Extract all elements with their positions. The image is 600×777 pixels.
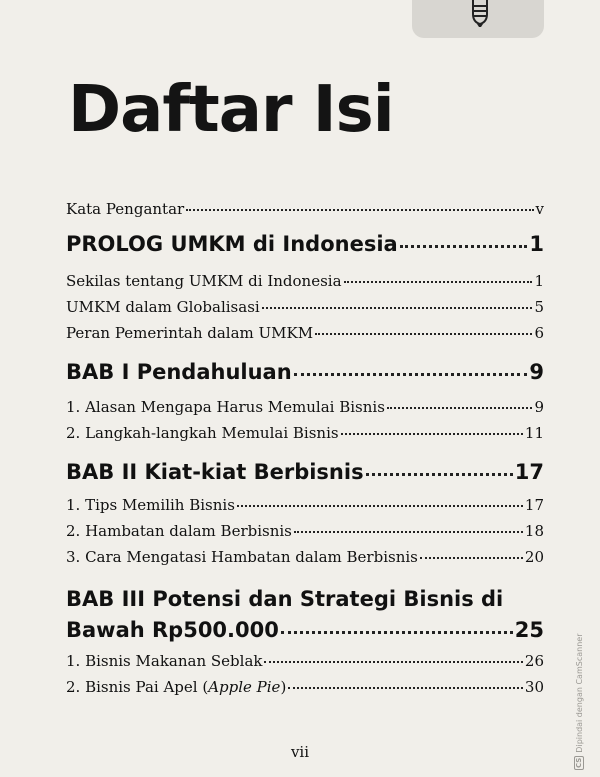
toc-entry-label: 3. Cara Mengatasi Hambatan dalam Berbisnis bbox=[66, 548, 418, 566]
toc-entry-label: 2. Hambatan dalam Berbisnis bbox=[66, 522, 292, 540]
toc-heading-page: 9 bbox=[529, 360, 544, 384]
toc-entry-page: 6 bbox=[534, 324, 544, 342]
toc-heading-bab-1[interactable] bbox=[66, 360, 544, 384]
dot-leader bbox=[186, 209, 533, 211]
toc-entry-sekilas[interactable] bbox=[66, 272, 544, 290]
toc-entry-seblak[interactable] bbox=[66, 652, 544, 670]
watermark-text: Dipindai dengan CamScanner bbox=[574, 633, 584, 753]
toc-entry-label: Sekilas tentang UMKM di Indonesia bbox=[66, 272, 342, 290]
toc-entry-page: 9 bbox=[534, 398, 544, 416]
toc-entry-page: 30 bbox=[524, 678, 544, 696]
dot-leader bbox=[344, 281, 533, 283]
toc-entry-page: 11 bbox=[524, 424, 544, 442]
dot-leader bbox=[294, 531, 523, 533]
page-title: Daftar Isi bbox=[68, 73, 394, 147]
toc-entry-label: Kata Pengantar bbox=[66, 200, 185, 218]
toc-entry-pai-apel[interactable] bbox=[66, 678, 544, 696]
toc-entry-label: 1. Bisnis Makanan Seblak bbox=[66, 652, 263, 670]
dot-leader bbox=[294, 373, 528, 376]
toc-entry-label: UMKM dalam Globalisasi bbox=[66, 298, 260, 316]
dot-leader bbox=[237, 505, 523, 507]
toc-entry-label: Peran Pemerintah dalam UMKM bbox=[66, 324, 314, 342]
toc-heading-bab-3[interactable] bbox=[66, 618, 544, 642]
toc-entry-label: 2. Langkah-langkah Memulai Bisnis bbox=[66, 424, 339, 442]
toc-entry-alasan[interactable] bbox=[66, 398, 544, 416]
toc-heading-label: Bawah Rp500.000 bbox=[66, 618, 279, 642]
toc-entry-label bbox=[66, 678, 286, 696]
dot-leader bbox=[341, 433, 523, 435]
toc-entry-page: 1 bbox=[534, 272, 544, 290]
toc-entry-page: 18 bbox=[524, 522, 544, 540]
toc-heading-bab-3-line1[interactable]: BAB III Potensi dan Strategi Bisnis di bbox=[66, 587, 504, 611]
toc-entry-page: v bbox=[535, 200, 544, 218]
toc-entry-label: 1. Alasan Mengapa Harus Memulai Bisnis bbox=[66, 398, 385, 416]
scanner-watermark bbox=[574, 634, 584, 771]
toc-entry-globalisasi[interactable] bbox=[66, 298, 544, 316]
dot-leader bbox=[264, 661, 522, 663]
dot-leader bbox=[400, 245, 528, 248]
toc-entry-kata-pengantar[interactable] bbox=[66, 200, 544, 218]
toc-entry-tips[interactable] bbox=[66, 496, 544, 514]
toc-heading-page: 17 bbox=[514, 460, 544, 484]
toc-entry-label: 1. Tips Memilih Bisnis bbox=[66, 496, 235, 514]
toc-entry-langkah[interactable] bbox=[66, 424, 544, 442]
toc-entry-page: 17 bbox=[524, 496, 544, 514]
dot-leader bbox=[315, 333, 532, 335]
toc-entry-hambatan[interactable] bbox=[66, 522, 544, 540]
page-number: vii bbox=[290, 743, 310, 761]
dot-leader bbox=[262, 307, 533, 309]
toc-heading-bab-2[interactable] bbox=[66, 460, 544, 484]
toc-heading-label: BAB II Kiat-kiat Berbisnis bbox=[66, 460, 364, 484]
toc-entry-label-text: 2. Bisnis Pai Apel ( bbox=[66, 678, 209, 696]
dot-leader bbox=[420, 557, 523, 559]
dot-leader bbox=[366, 473, 513, 476]
toc-entry-page: 20 bbox=[524, 548, 544, 566]
lightbulb-icon bbox=[465, 0, 495, 28]
toc-entry-label-close: ) bbox=[280, 678, 287, 696]
toc-heading-page: 1 bbox=[529, 232, 544, 256]
camscanner-icon: CS bbox=[575, 757, 583, 768]
toc-heading-prolog[interactable] bbox=[66, 232, 544, 256]
toc-entry-page: 26 bbox=[524, 652, 544, 670]
toc-entry-page: 5 bbox=[534, 298, 544, 316]
toc-heading-label: PROLOG UMKM di Indonesia bbox=[66, 232, 398, 256]
dot-leader bbox=[281, 631, 513, 634]
toc-heading-page: 25 bbox=[514, 618, 544, 642]
toc-entry-label-italic: Apple Pie bbox=[208, 678, 281, 696]
toc-entry-peran-pemerintah[interactable] bbox=[66, 324, 544, 342]
dot-leader bbox=[288, 687, 523, 689]
dot-leader bbox=[387, 407, 533, 409]
toc-entry-cara-mengatasi[interactable] bbox=[66, 548, 544, 566]
toc-heading-label: BAB I Pendahuluan bbox=[66, 360, 292, 384]
